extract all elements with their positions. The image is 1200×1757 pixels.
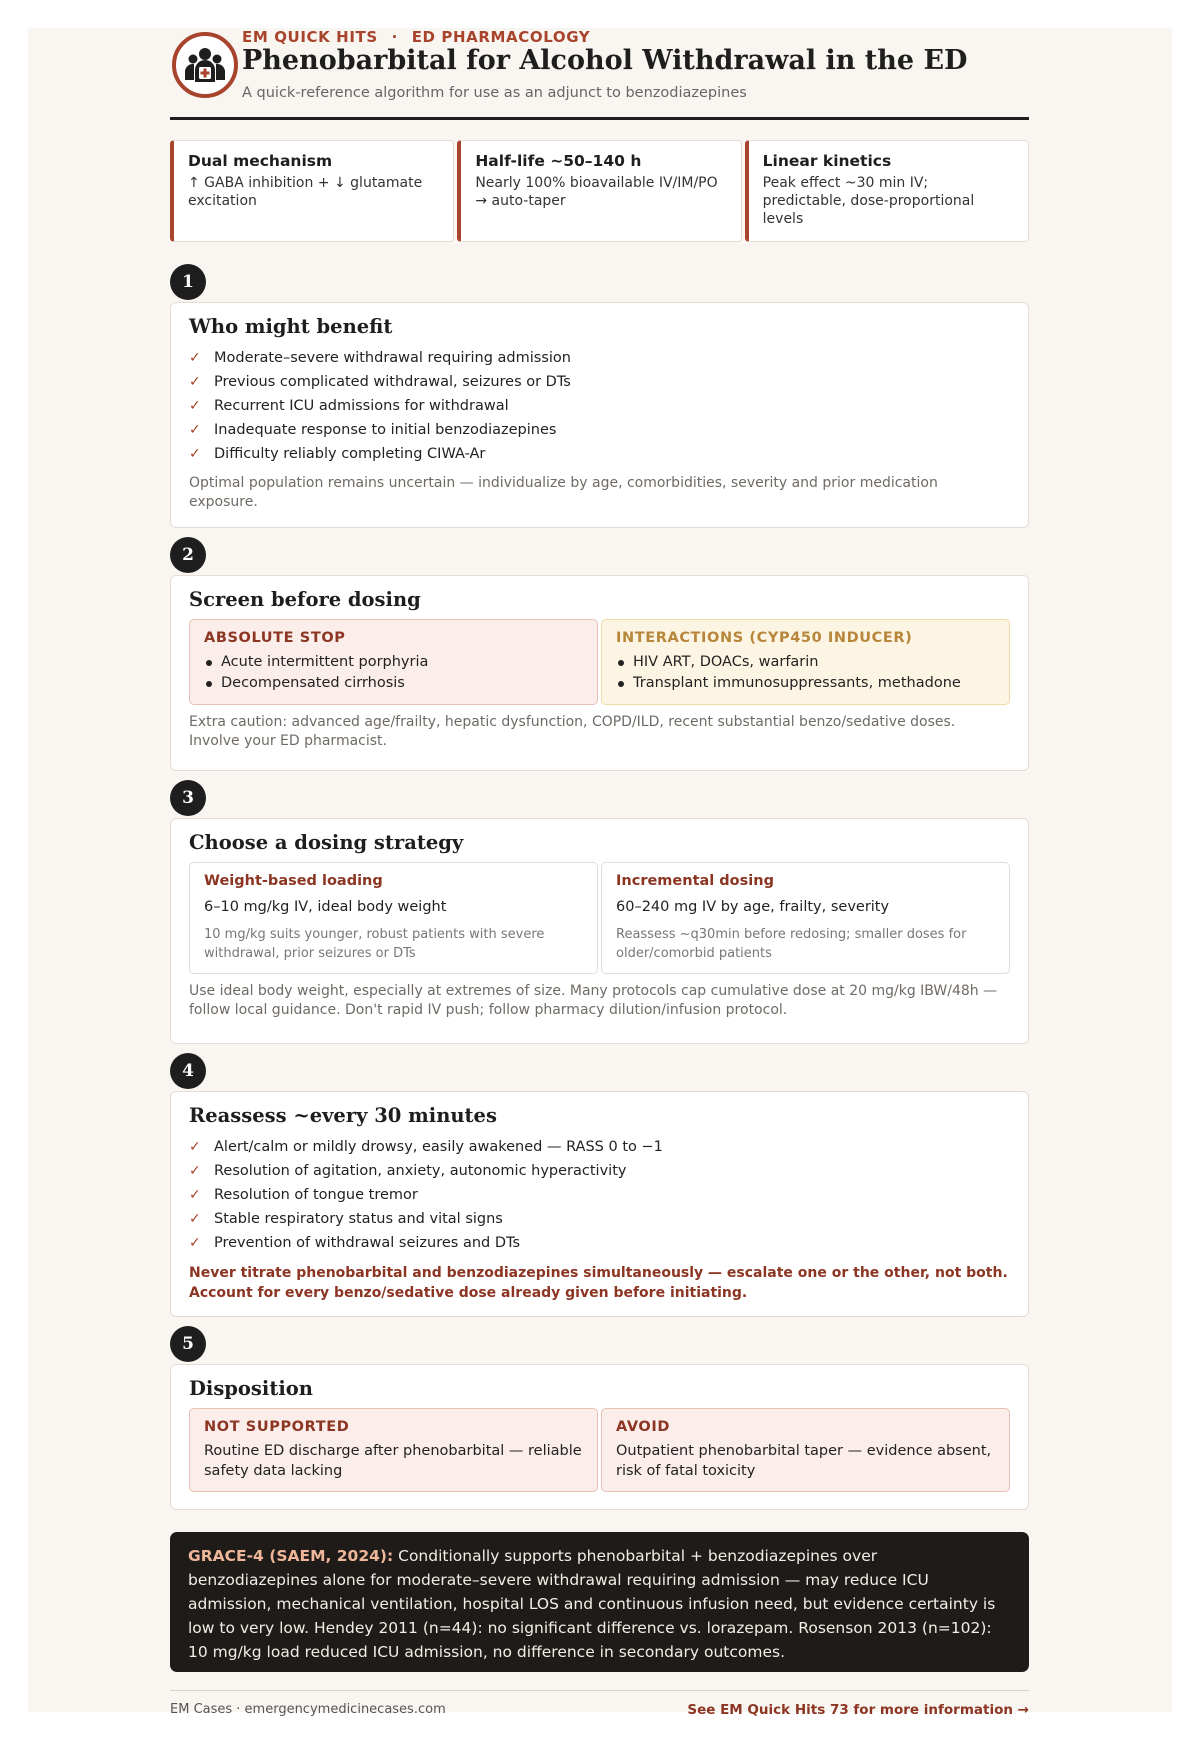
fact-text: Nearly 100% bioavailable IV/IM/PO → auto-taper: [475, 175, 718, 209]
box-label: NOT SUPPORTED: [204, 1419, 350, 1435]
fact-text: ↑ GABA inhibition + ↓ glutamate excitation: [188, 175, 423, 209]
header: [170, 28, 1029, 120]
box-dose: 60–240 mg IV by age, frailty, severity: [616, 899, 890, 915]
benefit-list: [189, 346, 1010, 466]
box-label: ABSOLUTE STOP: [204, 630, 346, 646]
check-icon: ✓: [189, 398, 201, 414]
footer-more-info-link[interactable]: See EM Quick Hits 73 for more information →: [687, 1702, 1029, 1718]
step-title: Screen before dosing: [189, 588, 421, 611]
step-card-dosing: [170, 818, 1029, 1044]
step-card-disposition: [170, 1364, 1029, 1510]
kicker: [242, 28, 590, 46]
step-title: Disposition: [189, 1377, 313, 1400]
check-icon: ✓: [189, 446, 201, 462]
step-number-5: 5: [170, 1326, 206, 1362]
fact-title: Dual mechanism: [188, 152, 333, 170]
check-icon: ✓: [189, 374, 201, 390]
step-card-who-benefits: [170, 302, 1029, 528]
step-note: Optimal population remains uncertain — individualize by age, comorbidities, severity and prior medication exposure.: [189, 475, 938, 510]
evidence-heading: GRACE-4 (SAEM, 2024):: [188, 1547, 394, 1565]
check-icon: ✓: [189, 1235, 201, 1251]
list-item: ✓ Resolution of tongue tremor: [189, 1183, 1010, 1207]
kicker-series: EM QUICK HITS: [242, 28, 378, 46]
box-title: Incremental dosing: [616, 873, 774, 889]
fact-title: Linear kinetics: [762, 152, 892, 170]
page: [28, 28, 1172, 1718]
disposition-columns: [189, 1408, 1010, 1492]
check-icon: ✓: [189, 1139, 201, 1155]
avoid-box: [601, 1408, 1010, 1492]
not-supported-box: [189, 1408, 598, 1492]
check-icon: ✓: [189, 1163, 201, 1179]
step-number-4: 4: [170, 1053, 206, 1089]
interactions-list: [616, 652, 995, 694]
screen-columns: [189, 619, 1010, 705]
kicker-separator: ·: [391, 28, 398, 46]
absolute-stop-box: [189, 619, 598, 705]
list-item: ✓ Resolution of agitation, anxiety, autonomic hyperactivity: [189, 1159, 1010, 1183]
list-item: ✓ Previous complicated withdrawal, seizures or DTs: [189, 370, 1010, 394]
dosing-columns: [189, 862, 1010, 974]
evidence-text: Conditionally supports phenobarbital + benzodiazepines over benzodiazepines alone for moderate–severe withdrawal requiring admission — may reduce ICU admission, mechanical ventilation, hospital LOS and continuous infusion need, but evidence certainty is low to very low. Hendey 2011 (n=44): no significant difference vs. lorazepam. Rosenson 2013 (n=102): 10 mg/kg load reduced ICU admission, no difference in secondary outcomes.: [188, 1547, 996, 1661]
step-note: Extra caution: advanced age/frailty, hepatic dysfunction, COPD/ILD, recent substantial benzo/sedative doses. Involve your ED pharmacist.: [189, 714, 956, 749]
page-subtitle: A quick-reference algorithm for use as an adjunct to benzodiazepines: [242, 85, 747, 101]
step-number-3: 3: [170, 780, 206, 816]
check-icon: ✓: [189, 350, 201, 366]
list-item: ✓ Stable respiratory status and vital signs: [189, 1207, 1010, 1231]
stop-list: [204, 652, 583, 694]
step-number-2: 2: [170, 537, 206, 573]
content-column: [170, 28, 1029, 1718]
evidence-panel: [170, 1532, 1029, 1672]
check-icon: ✓: [189, 422, 201, 438]
list-item: Decompensated cirrhosis: [204, 673, 583, 694]
box-detail: Reassess ~q30min before redosing; smaller doses for older/comorbid patients: [616, 927, 967, 961]
fact-card-half-life: [457, 140, 741, 242]
footer-divider: [170, 1690, 1029, 1691]
titration-warning: Never titrate phenobarbital and benzodiazepines simultaneously — escalate one or the other, not both. Account for every benzo/sedative dose already given before initiating.: [189, 1265, 1008, 1301]
list-item: ✓ Difficulty reliably completing CIWA-Ar: [189, 442, 1010, 466]
fact-text: Peak effect ~30 min IV; predictable, dose-proportional levels: [762, 175, 975, 227]
step-number-1: 1: [170, 264, 206, 300]
incremental-box: [601, 862, 1010, 974]
check-icon: ✓: [189, 1211, 201, 1227]
step-note: Use ideal body weight, especially at extremes of size. Many protocols cap cumulative dose at 20 mg/kg IBW/48h — follow local guidance. Don't rapid IV push; follow pharmacy dilution/infusion protocol.: [189, 983, 998, 1018]
step-card-screen: [170, 575, 1029, 771]
fact-card-kinetics: [745, 140, 1029, 242]
fact-card-mechanism: [170, 140, 454, 242]
step-title: Choose a dosing strategy: [189, 831, 464, 854]
reassess-list: [189, 1135, 1010, 1255]
key-facts-row: [170, 140, 1029, 242]
page-title: Phenobarbital for Alcohol Withdrawal in the ED: [242, 45, 968, 76]
medical-team-icon: [172, 32, 238, 98]
list-item: Transplant immunosuppressants, methadone: [616, 673, 995, 694]
step-card-reassess: [170, 1091, 1029, 1317]
box-text: Routine ED discharge after phenobarbital — reliable safety data lacking: [204, 1443, 582, 1479]
box-dose: 6–10 mg/kg IV, ideal body weight: [204, 899, 447, 915]
step-title: Reassess ~every 30 minutes: [189, 1104, 497, 1127]
interactions-box: [601, 619, 1010, 705]
header-divider: [170, 117, 1029, 120]
list-item: Acute intermittent porphyria: [204, 652, 583, 673]
footer-source: EM Cases · emergencymedicinecases.com: [170, 1702, 446, 1717]
step-title: Who might benefit: [189, 315, 393, 338]
box-text: Outpatient phenobarbital taper — evidence absent, risk of fatal toxicity: [616, 1443, 992, 1479]
box-label: INTERACTIONS (CYP450 INDUCER): [616, 630, 913, 646]
fact-title: Half-life ~50–140 h: [475, 152, 642, 170]
box-title: Weight-based loading: [204, 873, 383, 889]
list-item: ✓ Moderate–severe withdrawal requiring admission: [189, 346, 1010, 370]
check-icon: ✓: [189, 1187, 201, 1203]
list-item: ✓ Prevention of withdrawal seizures and DTs: [189, 1231, 1010, 1255]
box-detail: 10 mg/kg suits younger, robust patients with severe withdrawal, prior seizures or DTs: [204, 927, 545, 961]
weight-based-box: [189, 862, 598, 974]
list-item: HIV ART, DOACs, warfarin: [616, 652, 995, 673]
box-label: AVOID: [616, 1419, 670, 1435]
kicker-topic: ED PHARMACOLOGY: [411, 28, 591, 46]
list-item: ✓ Inadequate response to initial benzodiazepines: [189, 418, 1010, 442]
list-item: ✓ Alert/calm or mildly drowsy, easily awakened — RASS 0 to −1: [189, 1135, 1010, 1159]
list-item: ✓ Recurrent ICU admissions for withdrawal: [189, 394, 1010, 418]
